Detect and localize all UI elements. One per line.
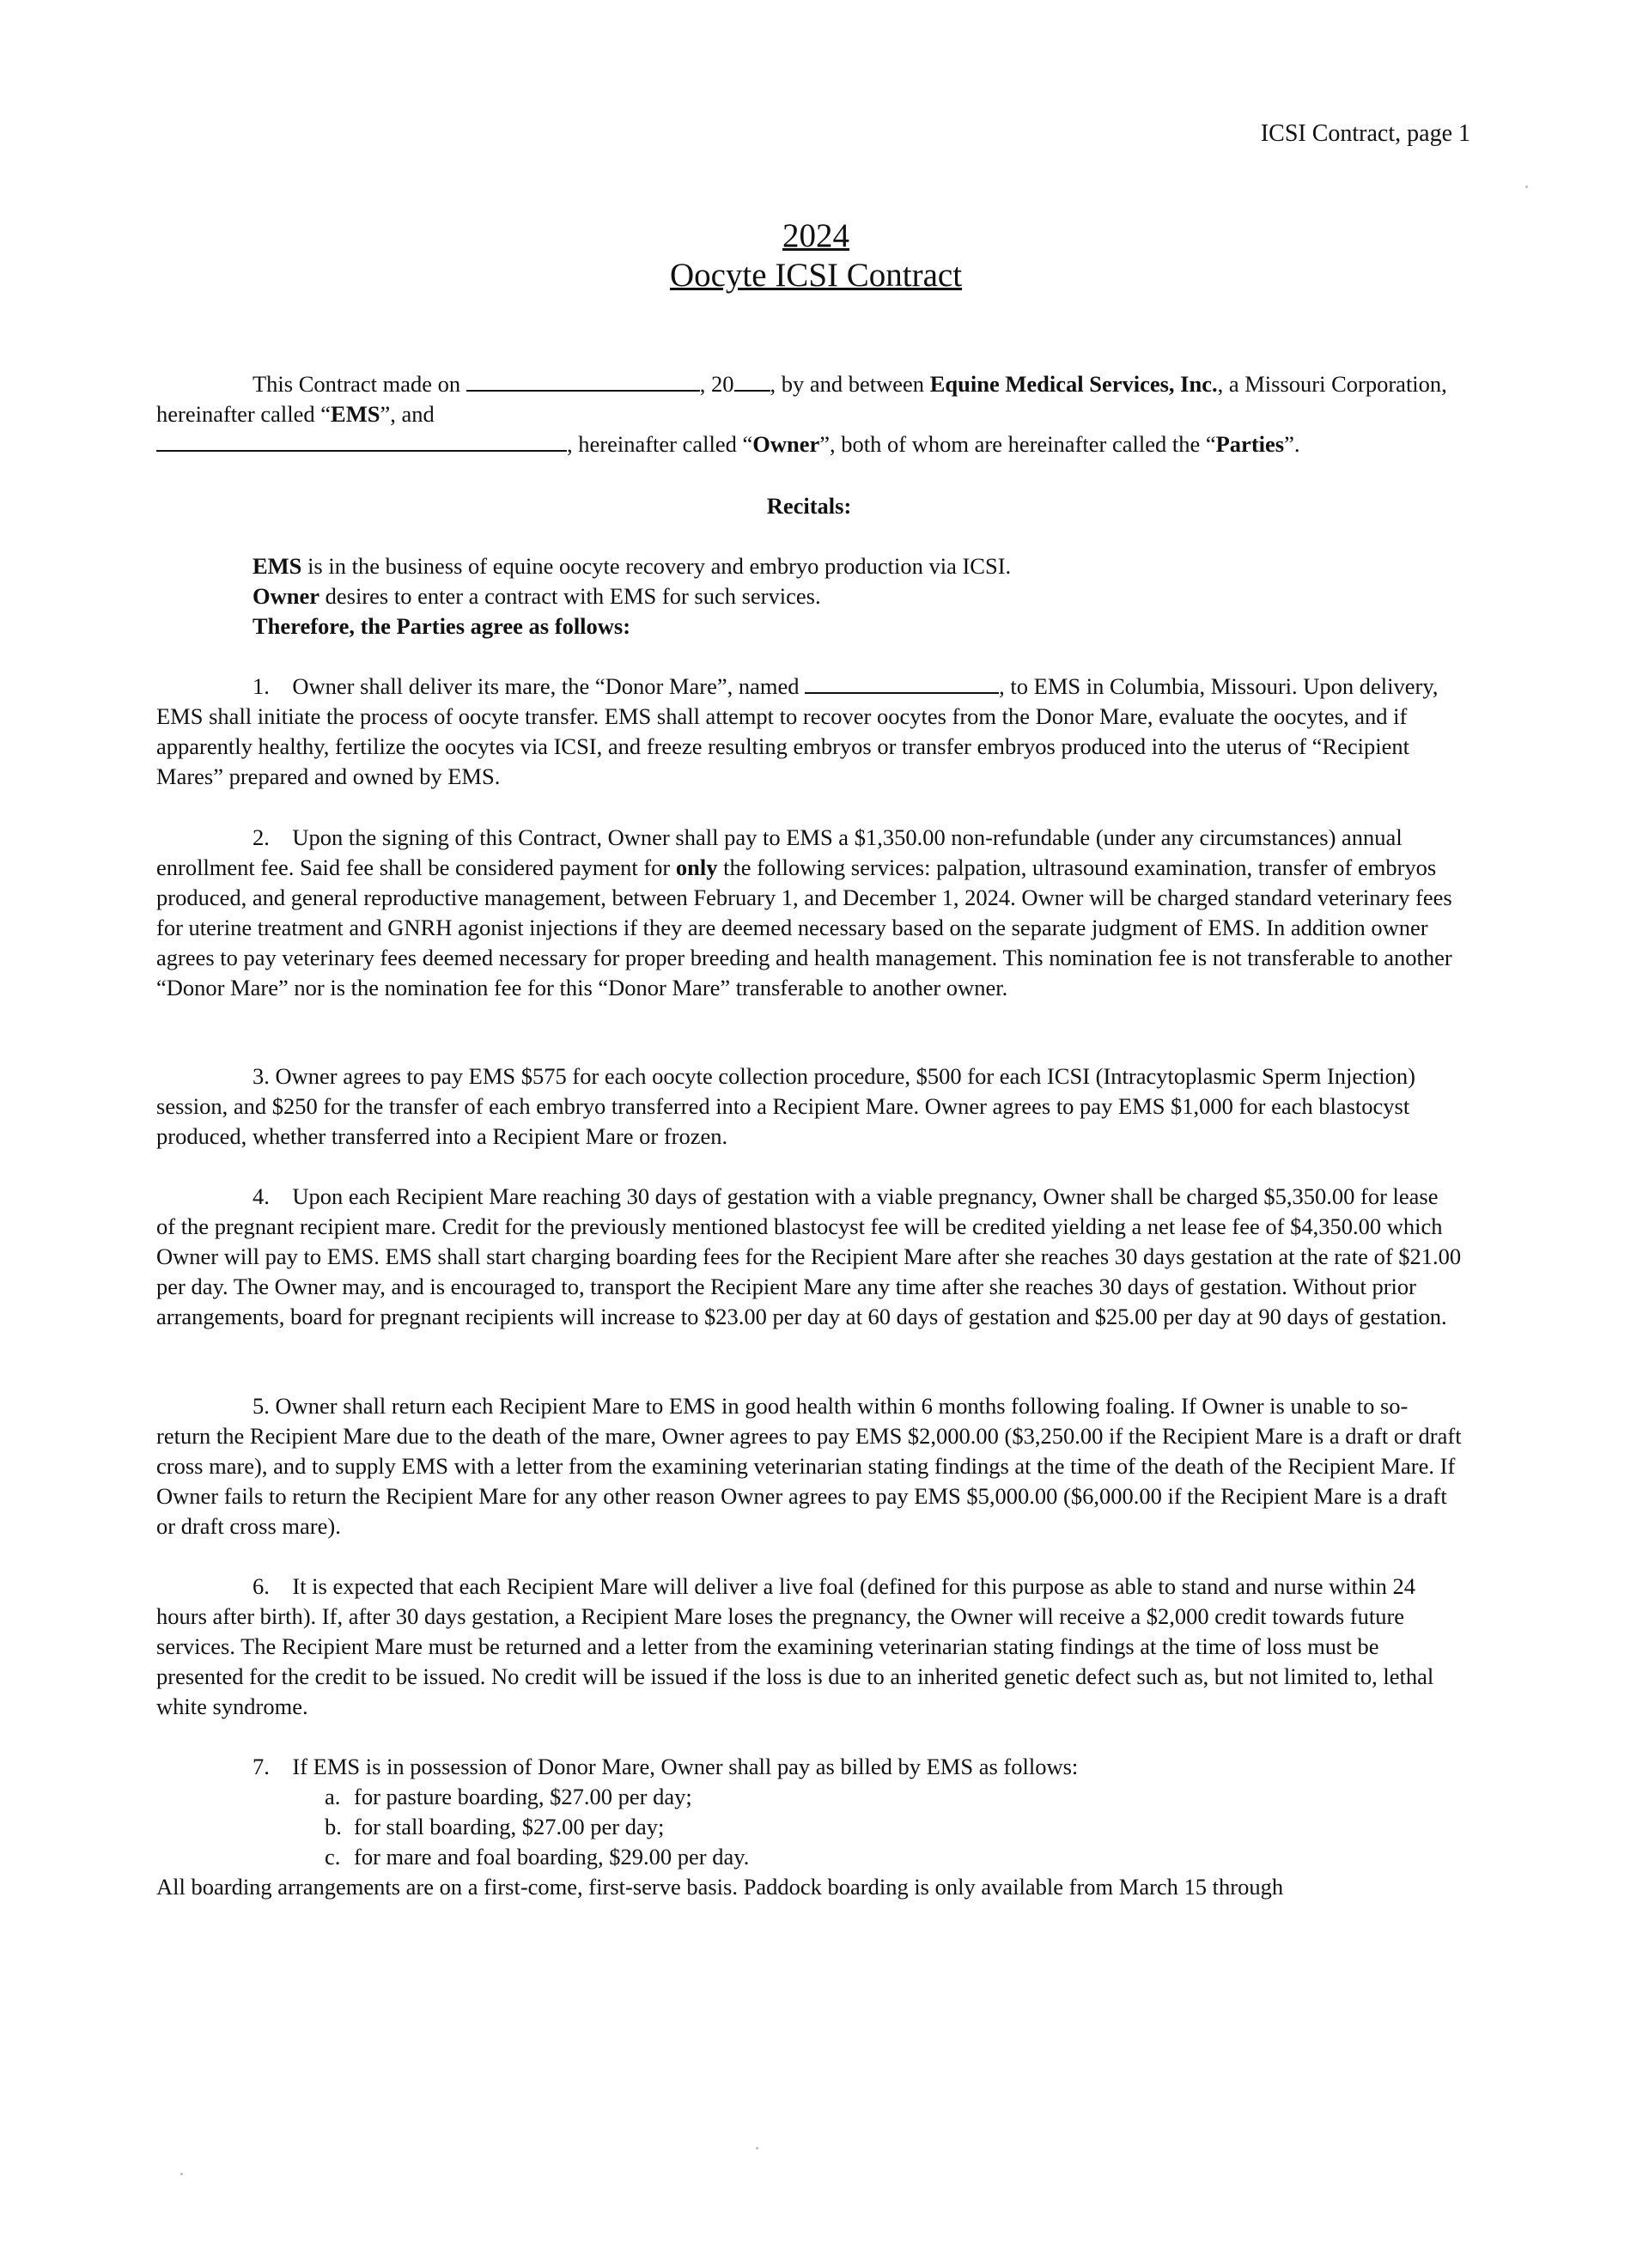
boarding-rates-list [156, 1782, 1462, 1872]
contract-year: 2024 [782, 217, 849, 254]
list-item: b. for stall boarding, $27.00 per day; [325, 1814, 665, 1839]
recitals-heading: Recitals: [766, 493, 852, 519]
scan-speck [180, 2173, 183, 2175]
company-name: Equine Medical Services, Inc. [929, 371, 1218, 397]
donor-mare-name-blank[interactable] [805, 672, 999, 694]
list-item: c. for mare and foal boarding, $29.00 per day. [325, 1844, 750, 1870]
intro-paragraph: This Contract made on , 20 , by and between Equine Medical Services, Inc., a Missouri Corporation, hereinafter called “EMS”, and , hereinafter called “Owner”, both of whom are hereinafter called the “Parties”. [156, 371, 1447, 457]
page-header: ICSI Contract, page 1 [1260, 120, 1470, 147]
year-blank[interactable] [734, 369, 770, 392]
clause-3: 3. Owner agrees to pay EMS $575 for each oocyte collection procedure, $500 for each ICSI (Intracytoplasmic Sperm Injection) session, and $250 for the transfer of each embryo transferred into a Recipient Mare. Owner agrees to pay EMS $1,000 for each blastocyst produced, whether transferred into a Recipient Mare or frozen. [156, 1063, 1415, 1149]
clause-4: 4. Upon each Recipient Mare reaching 30 days of gestation with a viable pregnancy, Owner shall be charged $5,350.00 for lease of the pregnant recipient mare. Credit for the previously mentioned blastocyst fee will be credited yielding a net lease fee of $4,350.00 which Owner will pay to EMS. EMS shall start charging boarding fees for the Recipient Mare after she reaches 30 days gestation at the rate of $21.00 per day. The Owner may, and is encouraged to, transport the Recipient Mare any time after she reaches 30 days of gestation. Without prior arrangements, board for pregnant recipients will increase to $23.00 per day at 60 days of gestation and $25.00 per day at 90 days of gestation. [156, 1183, 1462, 1329]
owner-name-blank[interactable] [156, 429, 567, 452]
clause-2: 2. Upon the signing of this Contract, Owner shall pay to EMS a $1,350.00 non-refundable (under any circumstances) annual enrollment fee. Said fee shall be considered payment for only the following services: palpation, ultrasound examination, transfer of embryos produced, and general reproductive management, between February 1, and December 1, 2024. Owner will be charged standard veterinary fees for uterine treatment and GNRH agonist injections if they are deemed necessary based on the separate judgment of EMS. In addition owner agrees to pay veterinary fees deemed necessary for proper breeding and health management. This nomination fee is not transferable to another “Donor Mare” nor is the nomination fee for this “Donor Mare” transferable to another owner. [156, 824, 1452, 1000]
clause-1: 1. Owner shall deliver its mare, the “Donor Mare”, named , to EMS in Columbia, Missouri. Upon delivery, EMS shall initiate the process of oocyte transfer. EMS shall attempt to recover oocytes from the Donor Mare, evaluate the oocytes, and if apparently healthy, fertilize the oocytes via ICSI, and freeze resulting embryos or transfer embryos produced into the uterus of “Recipient Mares” prepared and owned by EMS. [156, 673, 1439, 789]
recitals-list: EMS is in the business of equine oocyte recovery and embryo production via ICSI. Owner desires to enter a contract with EMS for such services. Therefore, the Parties agree as follows: [253, 553, 1012, 639]
date-blank[interactable] [466, 369, 700, 392]
contract-title: Oocyte ICSI Contract [669, 257, 963, 294]
clause-7-continuation: All boarding arrangements are on a first-come, first-serve basis. Paddock boarding is only available from March 15 through [156, 1874, 1284, 1900]
list-item: a. for pasture boarding, $27.00 per day; [325, 1784, 692, 1809]
clause-5: 5. Owner shall return each Recipient Mare to EMS in good health within 6 months following foaling. If Owner is unable to so-return the Recipient Mare due to the death of the mare, Owner agrees to pay EMS $2,000.00 ($3,250.00 if the Recipient Mare is a draft or draft cross mare), and to supply EMS with a letter from the examining veterinarian stating findings at the time of the death of the Recipient Mare. If Owner fails to return the Recipient Mare for any other reason Owner agrees to pay EMS $5,000.00 ($6,000.00 if the Recipient Mare is a draft or draft cross mare). [156, 1393, 1462, 1539]
scan-speck [756, 2147, 758, 2149]
scan-speck [1525, 185, 1528, 188]
clause-7: 7. If EMS is in possession of Donor Mare, Owner shall pay as billed by EMS as follows: a. for pasture boarding, $27.00 per day; b. for stall boarding, $27.00 per day; c. for mare and foal boarding, $29.00 per day. All boarding arrangements are on a first-come, first-serve basis. Paddock boarding is only available from March 15 through [156, 1752, 1462, 1902]
clause-6: 6. It is expected that each Recipient Mare will deliver a live foal (defined for this purpose as able to stand and nurse within 24 hours after birth). If, after 30 days gestation, a Recipient Mare loses the pregnancy, the Owner will receive a $2,000 credit towards future services. The Recipient Mare must be returned and a letter from the examining veterinarian stating findings at the time of loss must be presented for the credit to be issued. No credit will be issued if the loss is due to an inherited genetic defect such as, but not limited to, lethal white syndrome. [156, 1573, 1434, 1719]
